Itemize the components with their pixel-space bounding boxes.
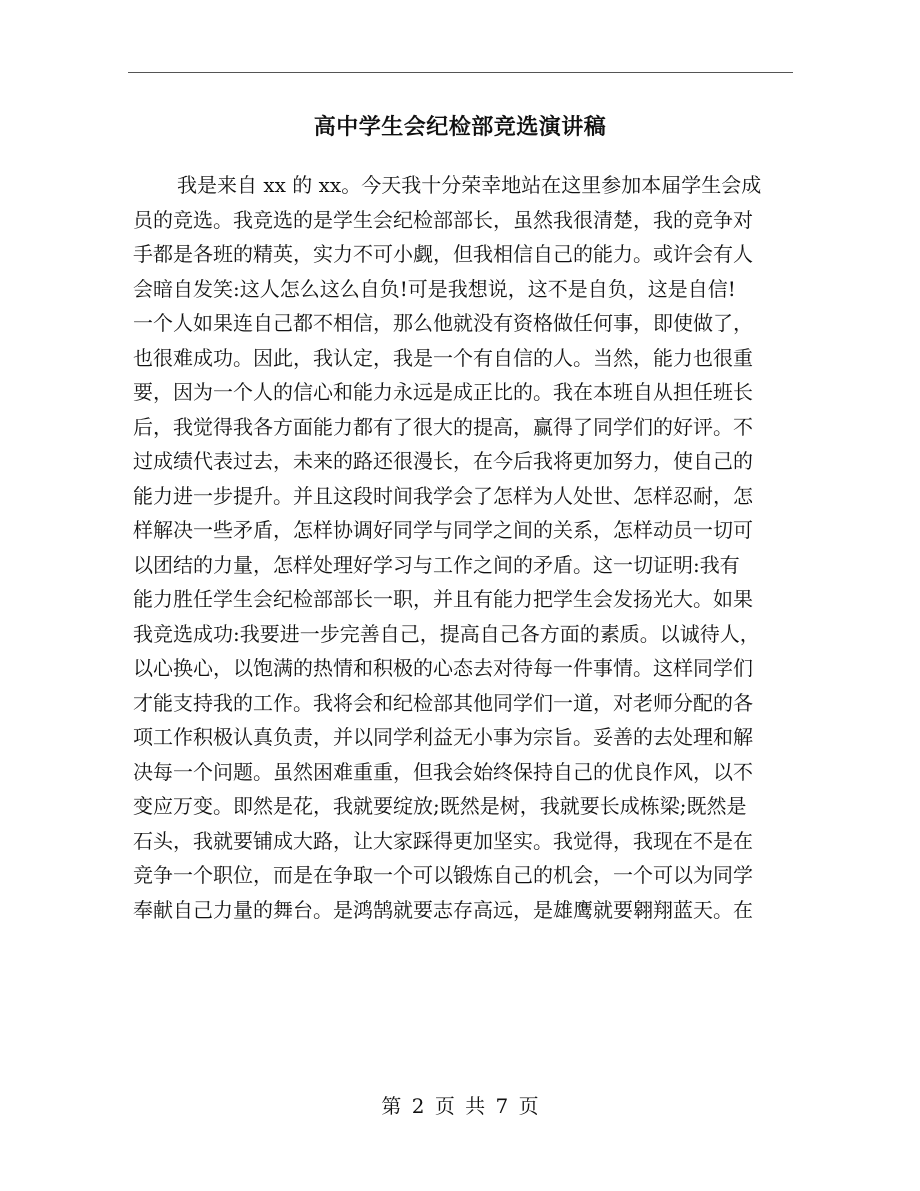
paragraph-line: 过成绩代表过去，未来的路还很漫长，在今后我将更加努力，使自己的 xyxy=(133,449,753,473)
paragraph-line: 变应万变。即然是花，我就要绽放;既然是树，我就要长成栋梁;既然是 xyxy=(133,794,747,818)
paragraph-line: 奉献自己力量的舞台。是鸿鹄就要志存高远，是雄鹰就要翱翔蓝天。在 xyxy=(133,897,753,922)
paragraph-line: 能力胜任学生会纪检部部长一职，并且有能力把学生会发扬光大。如果 xyxy=(133,587,753,611)
paragraph-line: 石头，我就要铺成大路，让大家踩得更加坚实。我觉得，我现在不是在 xyxy=(133,828,753,853)
paragraph-line: 我是来自 xx 的 xx。今天我十分荣幸地站在这里参加本届学生会成 xyxy=(177,173,762,197)
paragraph-line: 也很难成功。因此，我认定，我是一个有自信的人。当然，能力也很重 xyxy=(133,345,753,370)
header-rule xyxy=(128,72,793,73)
paragraph-line: 要，因为一个人的信心和能力永远是成正比的。我在本班自从担任班长 xyxy=(133,380,753,404)
paragraph-line: 项工作积极认真负责，并以同学利益无小事为宗旨。妥善的去处理和解 xyxy=(133,725,753,749)
paragraph-line: 一个人如果连自己都不相信，那么他就没有资格做任何事，即使做了， xyxy=(133,311,753,335)
paragraph-line: 决每一个问题。虽然困难重重，但我会始终保持自己的优良作风，以不 xyxy=(133,759,753,784)
paragraph-line: 以心换心，以饱满的热情和积极的心态去对待每一件事情。这样同学们 xyxy=(133,656,753,680)
paragraph-line: 后，我觉得我各方面能力都有了很大的提高，赢得了同学们的好评。不 xyxy=(133,414,753,439)
paragraph-line: 我竞选成功:我要进一步完善自己，提高自己各方面的素质。以诚待人， xyxy=(133,621,760,646)
paragraph-line: 能力进一步提升。并且这段时间我学会了怎样为人处世、怎样忍耐，怎 xyxy=(133,483,753,508)
document-title: 高中学生会纪检部竞选演讲稿 xyxy=(313,114,607,140)
paragraph-line: 样解决一些矛盾，怎样协调好同学与同学之间的关系，怎样动员一切可 xyxy=(133,518,753,542)
paragraph-line: 手都是各班的精英，实力不可小觑，但我相信自己的能力。或许会有人 xyxy=(133,242,753,266)
page-number: 第 2 页 共 7 页 xyxy=(381,1094,539,1118)
paragraph-line: 员的竞选。我竞选的是学生会纪检部部长，虽然我很清楚，我的竞争对 xyxy=(133,207,753,232)
paragraph-line: 竞争一个职位，而是在争取一个可以锻炼自己的机会，一个可以为同学 xyxy=(133,863,753,887)
paragraph-line: 以团结的力量，怎样处理好学习与工作之间的矛盾。这一切证明:我有 xyxy=(133,552,740,577)
paragraph-line: 会暗自发笑:这人怎么这么自负!可是我想说，这不是自负，这是自信! xyxy=(133,276,736,301)
body-paragraph xyxy=(133,168,793,927)
paragraph-line: 才能支持我的工作。我将会和纪检部其他同学们一道，对老师分配的各 xyxy=(133,690,753,715)
